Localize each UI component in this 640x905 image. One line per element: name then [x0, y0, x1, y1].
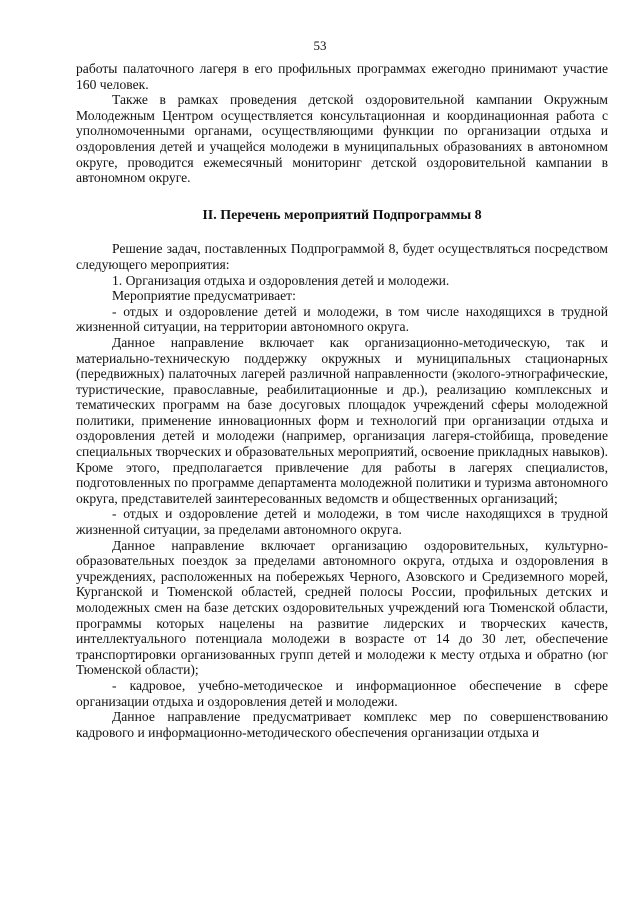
paragraph: работы палаточного лагеря в его профильных программах ежегодно принимают участие 160 человек.: [76, 61, 608, 92]
paragraph: 1. Организация отдыха и оздоровления детей и молодежи.: [112, 272, 450, 288]
paragraph: - отдых и оздоровление детей и молодежи, в том числе находящихся в трудной жизненной ситуации, на территории автономного округа.: [76, 303, 608, 335]
paragraph: - отдых и оздоровление детей и молодежи, в том числе находящихся в трудной жизненной ситуации, за пределами автономного округа.: [76, 506, 608, 538]
paragraph: Данное направление включает как организационно-методическую, так и материально-техническую поддержку окружных и муниципальных стационарных (передвижных) палаточных лагерей различной направленности (эколого-этнографические, туристические, православные, реабилитационные и др.), реализацию комплексных и тематических программ на базе досуговых площадок учреждений сферы молодежной политики, применение инновационных форм и технологий при организации отдыха и оздоровления детей и молодежи (например, организация лагеря-стойбища, проведение специальных творческих и образовательных мероприятий, освоение прикладных навыков). Кроме этого, предполагается привлечение для работы в лагерях специалистов, подготовленных по программе департамента молодежной политики и туризма автономного округа, представителей заинтересованных ведомств и общественных организаций;: [76, 334, 608, 506]
paragraph: Решение задач, поставленных Подпрограммой 8, будет осуществляться посредством следующего мероприятия:: [76, 241, 608, 272]
section-heading: II. Перечень мероприятий Подпрограммы 8: [202, 207, 482, 223]
paragraph: - кадровое, учебно-методическое и информационное обеспечение в сфере организации отдыха и оздоровления детей и молодежи.: [76, 677, 608, 709]
paragraph: Данное направление включает организацию оздоровительных, культурно-образовательных поездок за пределами автономного округа, отдыха и оздоровления в учреждениях, расположенных на побережьях Черного, Азовского и Средиземного морей, Курганской и Тюменской областей, средней полосы России, профильных детских и молодежных смен на базе детских оздоровительных учреждений юга Тюменской области, программы которых нацелены на развитие лидерских и творческих качеств, интеллектуального потенциала молодежи в возрасте от 14 до 30 лет, обеспечение транспортировки организованных групп детей и молодежи к месту отдыха и обратно (юг Тюменской области);: [76, 537, 608, 678]
paragraph: Мероприятие предусматривает:: [112, 288, 296, 304]
paragraph: Также в рамках проведения детской оздоровительной кампании Окружным Молодежным Центром осуществляется консультационная и координационная работа с уполномоченными органами, осуществляющими функции по организации отдыха и оздоровления детей и учащейся молодежи в муниципальных образованиях в автономном округе, проводится ежемесячный мониторинг детской оздоровительной кампании в автономном округе.: [76, 92, 608, 186]
page-number: 53: [313, 38, 327, 53]
page-body: [76, 61, 608, 740]
paragraph: Данное направление предусматривает комплекс мер по совершенствованию кадрового и информационно-методического обеспечения организации отдыха и: [76, 709, 608, 740]
